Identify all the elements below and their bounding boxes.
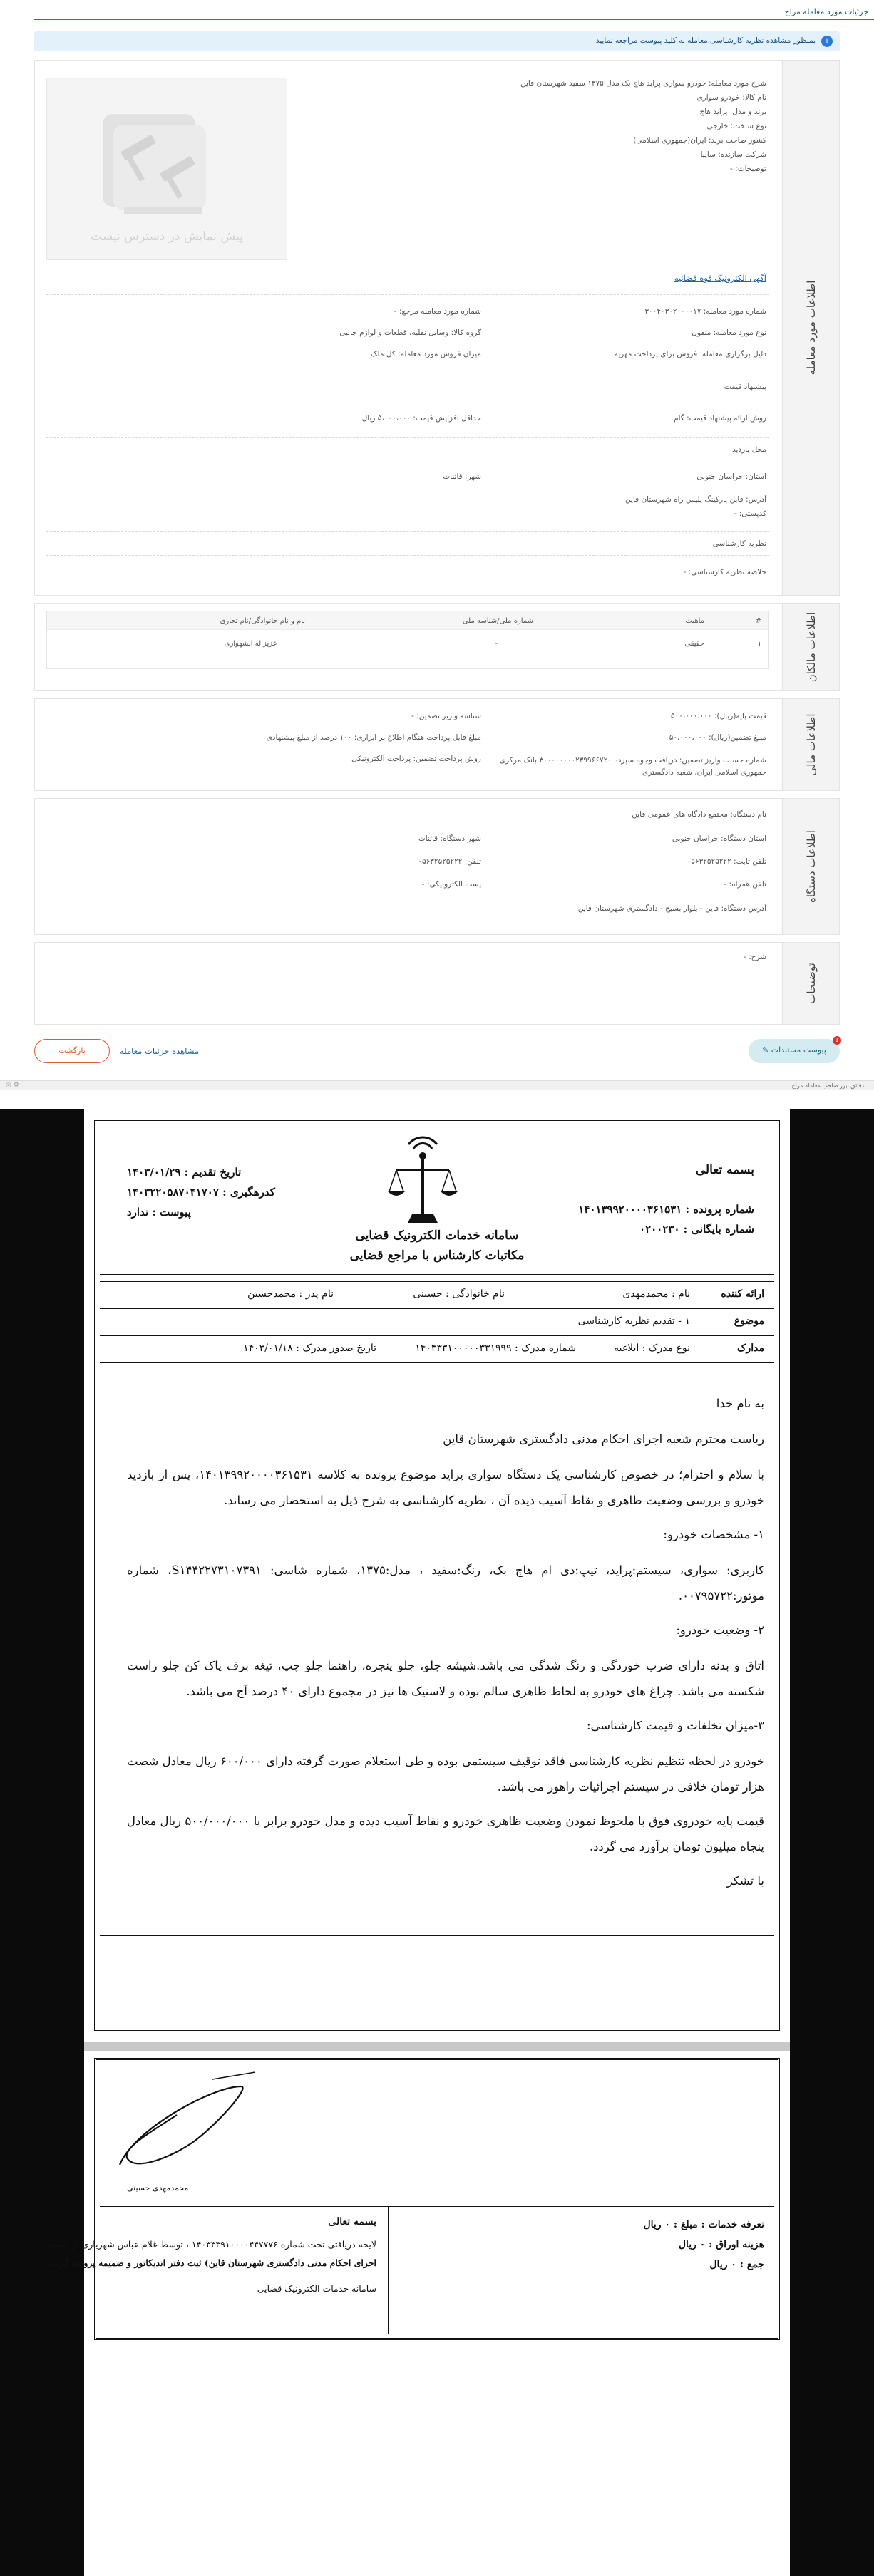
base-price: قیمت پایه(ریال): ۵۰۰،۰۰۰،۰۰۰	[670, 712, 766, 720]
divider	[46, 531, 769, 532]
deal-notes: توضیحات: -	[730, 165, 766, 173]
owners-section-title: اطلاعات مالکان	[782, 604, 839, 690]
step-method: روش ارائه پیشنهاد قیمت: گام	[674, 414, 766, 423]
doc-submitter-name: نام : محمدمهدی	[622, 1288, 690, 1300]
expert-summary: خلاصه نظریه کارشناسی: -	[683, 568, 766, 576]
doc-total: جمع : ۰ ریال	[709, 2259, 764, 2270]
court-city: شهر دستگاه: قائنات	[418, 834, 481, 843]
guarantee-account: شماره حساب واریز تضمین: دریافت وجوه سپرده ۳۰۰۰۰۰۰۰۰۲۳۹۹۶۶۷۲۰ بانک مرکزی جمهوری اسلامی ایران، شعبه دادگستری	[499, 756, 766, 777]
attachments-button[interactable]: پیوست مستندات ✎ 1	[749, 1039, 840, 1063]
deal-number: شماره مورد معامله: ۳۰۰۴۰۳۰۲۰۰۰۰۱۷	[644, 307, 766, 316]
doc-submit-date: تاریخ تقدیم : ۱۴۰۳/۰۱/۲۹	[127, 1166, 242, 1179]
court-section	[34, 798, 840, 935]
doc-org-sub: مکاتبات کارشناس با مراجع قضایی	[349, 1248, 525, 1263]
doc-receipt-title: بسمه تعالی	[328, 2216, 376, 2228]
doc-p10: با تشکر	[726, 1874, 764, 1888]
location-address: آدرس: قاین پارکینگ پلیس راه شهرستان قاین	[625, 495, 766, 504]
ad-link[interactable]: آگهی الکترونیک قوه قضائیه	[674, 273, 766, 283]
court-name: نام دستگاه: مجتمع دادگاه های عمومی قاین	[632, 810, 766, 819]
divider	[46, 555, 769, 556]
breadcrumb: جزئیات مورد معامله مزاج	[34, 4, 874, 20]
deal-group: گروه کالا: وسایل نقلیه، قطعات و لوازم جانبی	[339, 329, 481, 337]
divider	[46, 294, 769, 295]
gavel-icon	[46, 78, 287, 228]
doc-signer: محمدمهدی حسینی	[127, 2183, 189, 2193]
doc-tracking: کدرهگیری : ۱۴۰۳۲۲۰۵۸۷۰۴۱۷۰۷	[127, 1186, 275, 1199]
doc-fee: تعرفه خدمات : مبلغ : ۰ ریال	[643, 2219, 764, 2230]
document-page-1	[84, 1109, 790, 2042]
payment-share: مبلغ قابل پرداخت هنگام اطلاع بر ابزاری: ۱۰۰ درصد از مبلغ پیشنهادی	[266, 733, 481, 742]
court-address: آدرس دستگاه: قاین - بلوار بسیج - دادگستری شهرستان قاین	[577, 904, 766, 913]
location-title: محل بازدید	[732, 445, 766, 454]
back-button[interactable]: بازگشت	[34, 1039, 110, 1063]
doc-submitter-family: نام خانوادگی : حسینی	[413, 1288, 505, 1300]
doc-subject: ۱ - تقدیم نظریه کارشناسی	[577, 1315, 690, 1327]
doc-paper-cost: هزینه اوراق : ۰ ریال	[678, 2239, 764, 2250]
court-phone: تلفن ثابت: ۰۵۶۳۲۵۲۵۲۲۲	[687, 857, 766, 866]
doc-org-name: سامانه خدمات الکترونیک قضایی	[355, 1228, 519, 1243]
deal-brand: برند و مدل: پراید هاچ	[699, 108, 766, 116]
doc-attachment: پیوست : ندارد	[127, 1206, 191, 1219]
deal-share: میزان فروش مورد معامله: کل ملک	[370, 350, 481, 358]
owners-table-header: # ماهیت شماره ملی/شناسه ملی نام و نام خانوادگی/نام تجاری	[47, 611, 768, 630]
details-link[interactable]: مشاهده جزئیات معامله	[120, 1046, 200, 1056]
price-suggestion-title: پیشنهاد قیمت	[724, 383, 766, 391]
deal-country: کشور صاحب برند: ایران(جمهوری اسلامی)	[633, 136, 766, 145]
deal-section-title: اطلاعات مورد معامله	[782, 61, 839, 595]
settings-icon[interactable]: ⚙ ◎	[6, 1082, 19, 1089]
deal-method: دلیل برگزاری معامله: فروش برای پرداخت مهریه	[614, 350, 766, 358]
finance-section	[34, 698, 840, 791]
document-page-2	[45, 2051, 790, 2576]
doc-receipt-sign: سامانه خدمات الکترونیک قضایی	[257, 2283, 376, 2294]
doc-docs-label: مدارک	[736, 1343, 764, 1354]
info-icon: i	[821, 36, 833, 47]
divider	[46, 437, 769, 438]
doc-archive-number: شماره بایگانی : ۰۲۰۰۲۳۰	[639, 1223, 754, 1236]
location-postal: کدپستی: -	[734, 509, 766, 518]
doc-p9: قیمت پایه خودروی فوق با ملحوظ نمودن وضعیت ظاهری خودرو و نقاط آسیب دیده و مدل خودرو برابر با ۵۰۰/۰۰۰/۰۰۰ ریال معادل پنجاه میلیون تومان برآورد می گردد.	[127, 1814, 764, 1853]
scales-of-justice-icon	[384, 1130, 462, 1230]
deal-section	[34, 60, 840, 596]
deal-build-type: نوع ساخت: خارجی	[706, 122, 766, 130]
location-province: استان: خراسان جنوبی	[696, 472, 766, 481]
doc-date: تاریخ صدور مدرک : ۱۴۰۳/۰۱/۱۸	[243, 1343, 376, 1354]
doc-p0: به نام خدا	[716, 1397, 764, 1410]
doc-submitter-father: نام پدر : محمدحسین	[247, 1288, 334, 1300]
location-city: شهر: قائنات	[443, 472, 481, 481]
doc-bismillah: بسمه تعالی	[695, 1163, 754, 1177]
doc-p4: کاربری: سواری، سیستم:پراید، تیپ:دی ام هاچ بک، رنگ:سفید ، مدل:۱۳۷۵، شماره شاسی: S۱۴۴۲۲۷۳۱۰۷۳۹۱، شماره موتور:۰۰۷۹۵۷۲۲.	[127, 1563, 764, 1603]
attachments-badge: 1	[833, 1036, 841, 1045]
court-fax: تلفن: ۰۵۶۳۲۵۲۵۲۲۲	[418, 857, 481, 866]
expert-title: نظریه کارشناسی	[712, 539, 766, 548]
paperclip-icon: ✎	[762, 1045, 769, 1055]
doc-submitter-label: ارائه کننده	[721, 1288, 764, 1300]
finance-section-title: اطلاعات مالی	[782, 699, 839, 790]
image-placeholder: پیش نمایش در دسترس نیست	[46, 78, 287, 260]
notes-section	[34, 942, 840, 1025]
court-province: استان دستگاه: خراسان جنوبی	[672, 834, 766, 843]
portal	[0, 0, 874, 1090]
deal-model: نام کالا: خودرو سواری	[696, 93, 766, 102]
doc-p6: اتاق و بدنه دارای ضرب خوردگی و رنگ شدگی می باشد.شیشه جلو، جلو پنجره، راهنما جلو چپ، تیغه برف پاک کن جلو راست شکسته می باشد. چراغ های خودرو به لحاظ ظاهری سالم بوده و لاستیک ها نیز در مجموع دارای ۴۰ درصد آج می باشد.	[127, 1659, 764, 1698]
document-viewer	[0, 1109, 874, 2576]
doc-p1: ریاست محترم شعبه اجرای احکام مدنی دادگستری شهرستان قاین	[443, 1432, 764, 1446]
guarantee-amount: مبلغ تضمین(ریال): ۵۰،۰۰۰،۰۰۰	[669, 733, 766, 742]
status-bar: دقائق ابزر صاحب معامله مزاج ⚙ ◎	[0, 1080, 874, 1090]
page-separator	[84, 2042, 790, 2051]
guarantee-number: شناسه واریز تضمین: -	[411, 712, 481, 720]
court-mobile: تلفن همراه: -	[724, 880, 766, 889]
deal-company: شرکت سازنده: سایپا	[700, 150, 766, 159]
court-section-title: اطلاعات دستگاه	[782, 799, 839, 934]
doc-p3: ۱- مشخصات خودرو:	[663, 1528, 764, 1541]
court-email: پست الکترونیکی: -	[421, 880, 481, 889]
doc-receipt-text-1: لایحه دریافتی تحت شماره ۱۴۰۳۳۳۹۱۰۰۰۰۴۴۷۷۷۶ ، توسط غلام عباس شهریاری از (شعبه	[46, 2239, 376, 2250]
owners-section	[34, 603, 840, 691]
payment-method: روش پرداخت تضمین: پرداخت الکترونیکی	[351, 755, 481, 763]
signature-image	[106, 2065, 262, 2179]
owners-table	[46, 611, 769, 669]
doc-p8: خودرو در لحظه تنظیم نظریه کارشناسی فاقد توقیف سیستمی بوده و طی استعلام صورت گرفته دارای ۶۰۰/۰۰۰ ریال معادل شصت هزار تومان خلافی در سیستم اجرائیات راهور می باشد.	[127, 1754, 764, 1794]
doc-subject-label: موضوع	[734, 1315, 764, 1327]
doc-receipt-text-2: اجرای احکام مدنی دادگستری شهرستان قاین) ثبت دفتر اندیکاتور و ضمیمه پرونده گردید.	[45, 2257, 376, 2268]
deal-description: شرح مورد معامله: خودرو سواری پراید هاچ بک مدل ۱۳۷۵ سفید شهرستان قاین	[520, 79, 766, 88]
deal-number-ref: شماره مورد معامله مرجع: -	[394, 307, 481, 316]
doc-case-number: شماره پرونده : ۱۴۰۱۳۹۹۲۰۰۰۰۳۶۱۵۳۱	[578, 1203, 754, 1216]
doc-type: نوع مدرک : ابلاغیه	[614, 1343, 690, 1354]
min-step: حداقل افزایش قیمت: ۵،۰۰۰،۰۰۰ ریال	[361, 414, 481, 423]
deal-type: نوع مورد معامله: منقول	[692, 329, 766, 337]
notes-section-title: توضیحات	[782, 943, 839, 1024]
notice-bar: i بمنظور مشاهده نظریه کارشناسی معامله به کلید پیوست مراجعه نمایید	[34, 31, 840, 51]
doc-p7: ۳-میزان تخلفات و قیمت کارشناسی:	[586, 1719, 764, 1732]
notes-body: شرح: -	[743, 953, 766, 961]
doc-p5: ۲- وضعیت خودرو:	[676, 1623, 764, 1637]
doc-number: شماره مدرک : ۱۴۰۳۳۳۱۰۰۰۰۰۳۳۱۹۹۹	[415, 1343, 576, 1354]
doc-p2: با سلام و احترام؛ در خصوص کارشناسی یک دستگاه سواری پراید موضوع پرونده به کلاسه ۱۴۰۱۳۹۹۲۰۰۰۰۳۶۱۵۳۱، پس از بازدید خودرو و بررسی وضعیت ظاهری و نقاط آسیب دیده آن ، نظریه کارشناسی به شرح ذیل به استحضار می رساند.	[127, 1468, 764, 1507]
table-row: ۱ حقیقی - غزیزاله الشهواری	[47, 630, 768, 658]
